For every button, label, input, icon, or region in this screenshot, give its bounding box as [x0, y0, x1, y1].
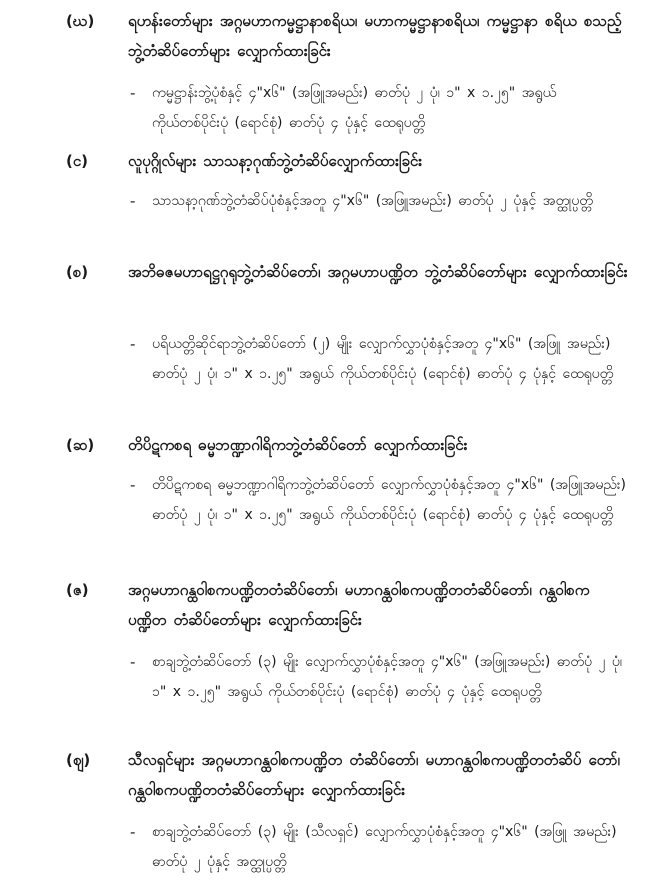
section-heading: လူပုဂ္ဂိုလ်များ သာသနာ့ဂုဏ်ဘွဲ့တံဆိပ်လျှောက်ထားခြင်း — [128, 152, 423, 170]
section-item: ပရိယတ္တိဆိုင်ရာဘွဲ့တံဆိပ်တော် (၂) မျိုး လျှောက်လွှာပုံစံနှင့်အတူ ၄"x၆" (အဖြူ အမည်း) ဓာတ်ပုံ ၂ ပုံ၊ ၁" x ၁.၂၅" အရွယ် ကိုယ်တစ်ပိုင်းပုံ (ရောင်စုံ) ဓာတ်ပုံ ၄ ပုံနှင့် ထေရုပတ္တိ — [152, 336, 614, 382]
bullet-dash: - — [130, 335, 136, 353]
bullet-dash: - — [130, 192, 136, 210]
bullet-dash: - — [130, 84, 136, 102]
section-item: စာချဘွဲ့တံဆိပ်တော် (၃) မျိုး (သီလရှင်) လျှောက်လွှာပုံစံနှင့်အတူ ၄"x၆" (အဖြူ အမည်း) ဓာတ်ပုံ ၂ ပုံနှင့် အတ္ထုပ္ပတ္တိ — [152, 824, 617, 870]
section-heading: သီလရှင်များ အဂ္ဂမဟာဂန္ထဝါစကပဏ္ဍိတ တံဆိပ်တော်၊ မဟာဂန္ထဝါစကပဏ္ဍိတတံဆိပ် တော်၊ ဂန္ထဝါစကပဏ္ဍိတတံဆိပ်တော်များ လျှောက်ထားခြင်း — [128, 751, 620, 799]
section-marker: (ဈ) — [66, 751, 91, 769]
section-marker: (ဆ) — [66, 436, 95, 454]
section-marker: (ဇ) — [66, 581, 89, 599]
section-marker: (င) — [66, 152, 89, 170]
section-item: ကမ္မဋ္ဌာန်းဘွဲ့ပုံစံနှင့် ၄"x၆" (အဖြူအမည်း) ဓာတ်ပုံ ၂ ပုံ၊ ၁" x ၁.၂၅" အရွယ် ကိုယ်တစ်ပိုင်းပုံ (ရောင်စုံ) ဓာတ်ပုံ ၄ ပုံနှင့် ထေရုပတ္တိ — [152, 85, 557, 131]
section-marker: (စ) — [66, 263, 89, 281]
section-heading: ရဟန်းတော်များ အဂ္ဂမဟာကမ္မဋ္ဌာနာစရိယ၊ မဟာကမ္မဋ္ဌာနာစရိယ၊ ကမ္မဋ္ဌာနာ စရိယ စသည့် ဘွဲ့တံဆိပ်တော်များ လျှောက်ထားခြင်း — [128, 12, 622, 60]
section-heading: အဘိဓဇမဟာရဋ္ဌဂုရုဘွဲ့တံဆိပ်တော်၊ အဂ္ဂမဟာပဏ္ဍိတ ဘွဲ့တံဆိပ်တော်များ လျှောက်ထားခြင်း — [128, 263, 628, 281]
bullet-dash: - — [130, 653, 136, 671]
section-item: သာသနာ့ဂုဏ်ဘွဲ့တံဆိပ်ပုံစံနှင့်အတူ ၄"x၆" (အဖြူအမည်း) ဓာတ်ပုံ ၂ ပုံနှင့် အတ္ထုပ္ပတ္တိ — [152, 193, 593, 209]
bullet-dash: - — [130, 476, 136, 494]
section-marker: (ဃ) — [66, 12, 95, 30]
section-heading: အဂ္ဂမဟာဂန္ထဝါစကပဏ္ဍိတတံဆိပ်တော်၊ မဟာဂန္ထဝါစကပဏ္ဍိတတံဆိပ်တော်၊ ဂန္ထဝါစက ပဏ္ဍိတ တံဆိပ်တော်များ လျှောက်ထားခြင်း — [128, 581, 590, 629]
bullet-dash: - — [130, 823, 136, 841]
section-item: တိပိဋကစရ ဓမ္မဘဏ္ဍာဂါရိကဘွဲ့တံဆိပ်တော် လျှောက်လွှာပုံစံနှင့်အတူ ၄"x၆" (အဖြူအမည်း) ဓာတ်ပုံ ၂ ပုံ၊ ၁" x ၁.၂၅" အရွယ် ကိုယ်တစ်ပိုင်းပုံ (ရောင်စုံ) ဓာတ်ပုံ ၄ ပုံနှင့် ထေရုပတ္တိ — [152, 477, 626, 523]
section-heading: တိပိဋကစရ ဓမ္မဘဏ္ဍာဂါရိကဘွဲ့တံဆိပ်တော် လျှောက်ထားခြင်း — [128, 436, 468, 454]
section-item: စာချဘွဲ့တံဆိပ်တော် (၃) မျိုး လျှောက်လွှာပုံစံနှင့်အတူ ၄"x၆" (အဖြူအမည်း) ဓာတ်ပုံ ၂ ပုံ၊ ၁" x ၁.၂၅" အရွယ် ကိုယ်တစ်ပိုင်းပုံ (ရောင်စုံ) ဓာတ်ပုံ ၄ ပုံနှင့် ထေရုပတ္တိ — [152, 654, 623, 700]
